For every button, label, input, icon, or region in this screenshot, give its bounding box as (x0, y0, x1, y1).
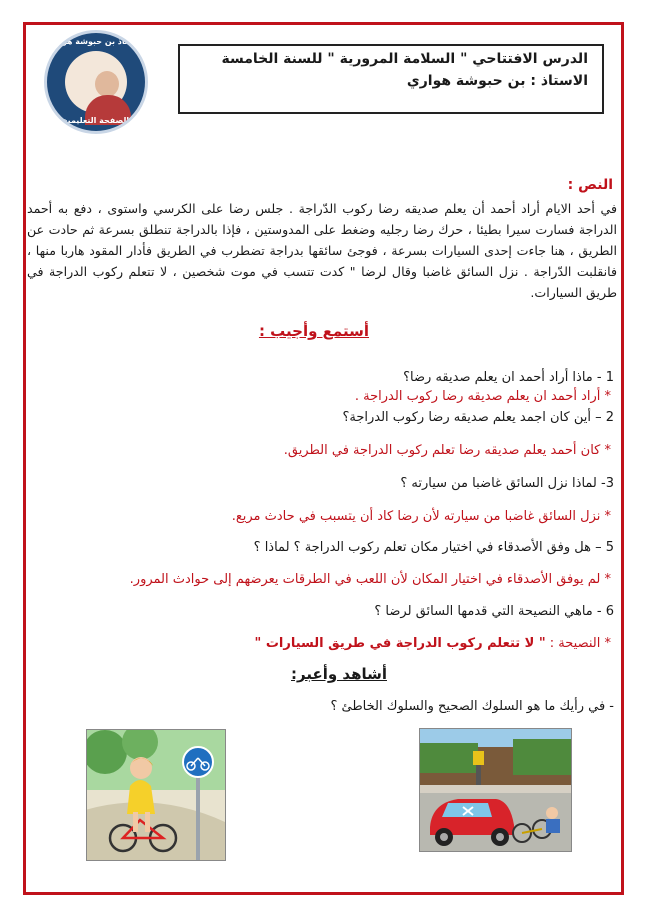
accident-illustration (419, 729, 571, 852)
lesson-title: الدرس الافتتاحي " السلامة المرورية " للسنة الخامسة (221, 51, 588, 67)
question-3: 3- لماذا نزل السائق غاضبا من سيارته ؟ (400, 476, 614, 491)
advice-text: " لا تتعلم ركوب الدراجة في طريق السيارات " (254, 636, 546, 651)
answer-5: * لم يوفق الأصدقاء في اختيار المكان لأن اللعب في الطرقات يعرضهم إلى حوادث المرور. (129, 572, 611, 587)
logo-top-text: الاستاذ بن حبوشة هواري (47, 37, 145, 46)
girl-bicycle-illustration (86, 730, 225, 861)
text-heading: النص : (567, 177, 613, 193)
answer-1: * أراد أحمد ان يعلم صديقه رضا ركوب الدراجة . (354, 389, 611, 404)
logo-bottom-text: الصفحة التعليمية (62, 116, 130, 125)
image-correct-behavior (86, 729, 226, 861)
question-1: 1 - ماذا أراد أحمد ان يعلم صديقه رضا؟ (403, 370, 614, 385)
teacher-logo (44, 30, 148, 134)
story-paragraph: في أحد الايام أراد أحمد أن يعلم صديقه رضا ركوب الدّراجة . جلس رضا على الكرسي واستوى ، دفع به أحمد الدراجة فسارت سيرا بطيئا ، حرك رضا رجليه وضغط على المدوستين ، فإذا بالدراجة تنطلق بسرعة ثم حادت عن الطريق ، هنا جاءت إحدى السيارات بسرعة ، فوجئ سائقها بدراجة تضطرب في الطريق فأدار المقود هاربا منها ، فانقلبت الدّراجة . نزل السائق غاضبا وقال لرضا " كدت تتسب في موت شخصين ، لا تتعلم ركوب الدراجة في طريق السيارات. (27, 201, 617, 300)
question-5: 5 – هل وفق الأصدقاء في اختيار مكان تعلم ركوب الدراجة ؟ لماذا ؟ (253, 540, 614, 555)
listen-heading: أستمع وأجيب : (258, 322, 369, 340)
question-2: 2 – أين كان اجمد يعلم صديقه رضا ركوب الدراجة؟ (342, 410, 614, 425)
watch-question: - في رأيك ما هو السلوك الصحيح والسلوك الخاطئ ؟ (330, 699, 614, 714)
answer-3: * نزل السائق غاضبا من سيارته لأن رضا كاد أن يتسبب في حادث مريع. (231, 509, 611, 524)
question-6: 6 - ماهي النصيحة التي قدمها السائق لرضا ؟ (374, 604, 614, 619)
teacher-name: الاستاذ : بن حبوشة هواري (406, 73, 588, 89)
watch-heading: أشاهد وأعبر: (291, 665, 387, 683)
answer-6 (255, 634, 611, 654)
title-box (178, 44, 604, 114)
image-wrong-behavior (419, 728, 572, 852)
logo-photo (65, 51, 127, 113)
answer-2: * كان أحمد يعلم صديقه رضا تعلم ركوب الدراجة في الطريق. (283, 443, 611, 458)
advice-label: * النصيحة : (549, 636, 611, 651)
